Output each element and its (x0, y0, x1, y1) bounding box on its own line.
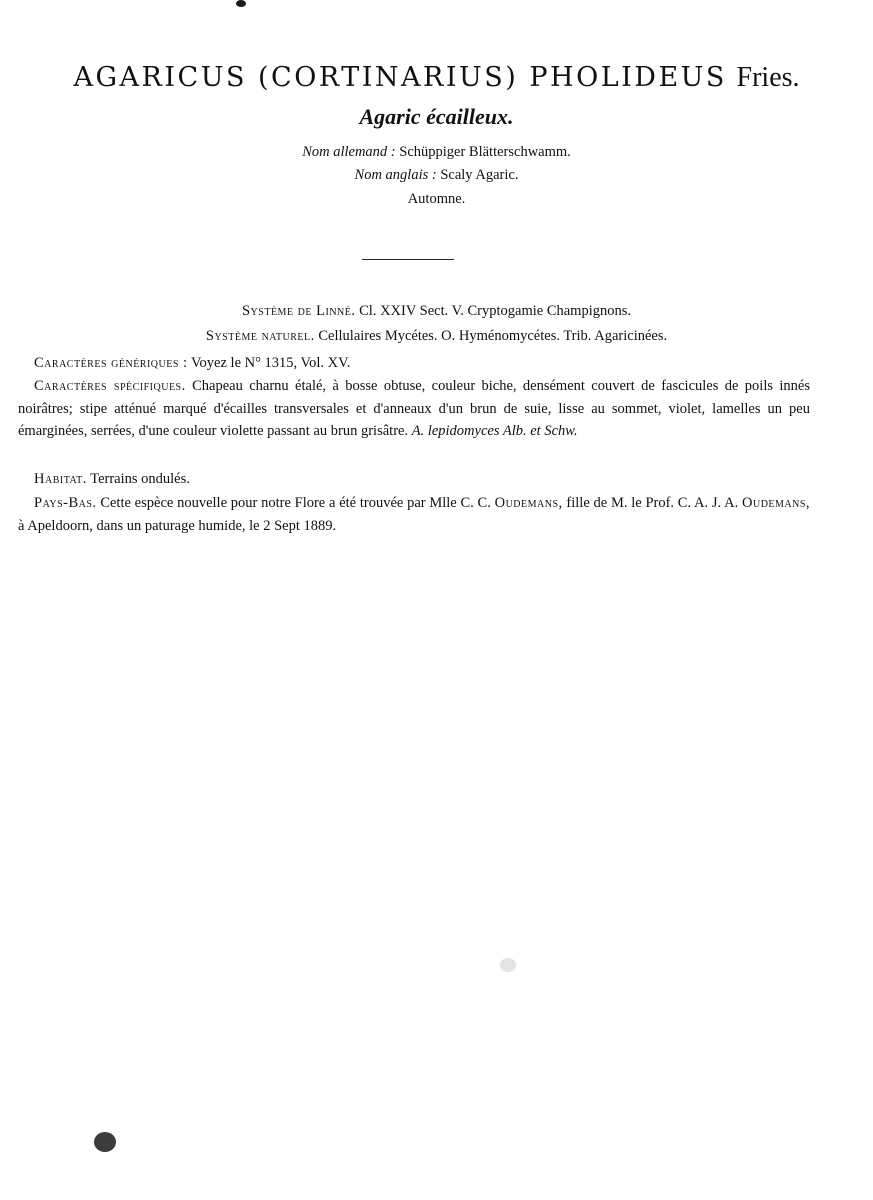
english-name-label: Nom anglais : (354, 167, 437, 183)
paysbas-paragraph (18, 492, 810, 537)
specifiques-label: Caractères spécifiques. (34, 378, 186, 394)
naturel-value: Cellulaires Mycétes. O. Hyménomycétes. Trib. Agaricinées. (318, 328, 668, 344)
paysbas-label: Pays-Bas. (34, 495, 97, 511)
ink-spot (500, 958, 516, 972)
paysbas-text-3: à Apeldoorn, dans un paturage humide, le 2 Sept 1889. (18, 517, 337, 534)
generiques-value: Voyez le N° 1315, Vol. XV. (190, 355, 351, 371)
naturel-label: Système naturel. (205, 328, 315, 344)
habitat-label: Habitat. (34, 471, 87, 487)
habitat-value: Terrains ondulés. (90, 471, 190, 487)
specifiques-paragraph (18, 375, 810, 443)
page-title (0, 62, 873, 94)
paysbas-text-2: fille de M. le Prof. C. A. J. A. (566, 495, 739, 511)
title-author: Fries. (736, 62, 800, 93)
generiques-paragraph (18, 352, 810, 375)
linne-label: Système de Linné. (241, 303, 356, 319)
title-main: AGARICUS (CORTINARIUS) PHOLIDEUS (73, 62, 727, 93)
english-name-line (0, 167, 873, 184)
linne-line (0, 303, 873, 320)
linne-value: Cl. XXIV Sect. V. Cryptogamie Champignons. (359, 303, 631, 319)
naturel-line (0, 328, 873, 345)
german-name-line (0, 144, 873, 161)
page-subtitle: Agaric écailleux. (359, 104, 514, 129)
paysbas-text-1: Cette espèce nouvelle pour notre Flore a été trouvée par Mlle C. C. (100, 495, 491, 511)
german-name-value: Schüppiger Blätterschwamm. (399, 144, 571, 160)
ink-spot (236, 0, 246, 7)
english-name-value: Scaly Agaric. (440, 167, 519, 183)
german-name-label: Nom allemand : (302, 144, 396, 160)
habitat-paragraph (18, 468, 810, 491)
divider-rule (362, 259, 454, 260)
season-line: Automne. (407, 191, 466, 207)
specifiques-text: Chapeau charnu étalé, à bosse obtuse, couleur biche, densément couvert de fascicules de poils innés noirâtres; stipe atténué marqué d'écailles transversales et d'anneaux d'un brun de suie, lisse au sommet, violet, lamelles un peu émarginées, serrées, d'une couleur violette passant au brun grisâtre. (18, 378, 810, 439)
paysbas-name-2: Oudemans, (742, 495, 811, 511)
paysbas-name-1: Oudemans, (494, 495, 563, 511)
specifiques-synonym: A. lepidomyces Alb. et Schw. (411, 423, 578, 439)
generiques-label: Caractères génériques : (34, 355, 188, 371)
ink-spot (94, 1132, 116, 1152)
